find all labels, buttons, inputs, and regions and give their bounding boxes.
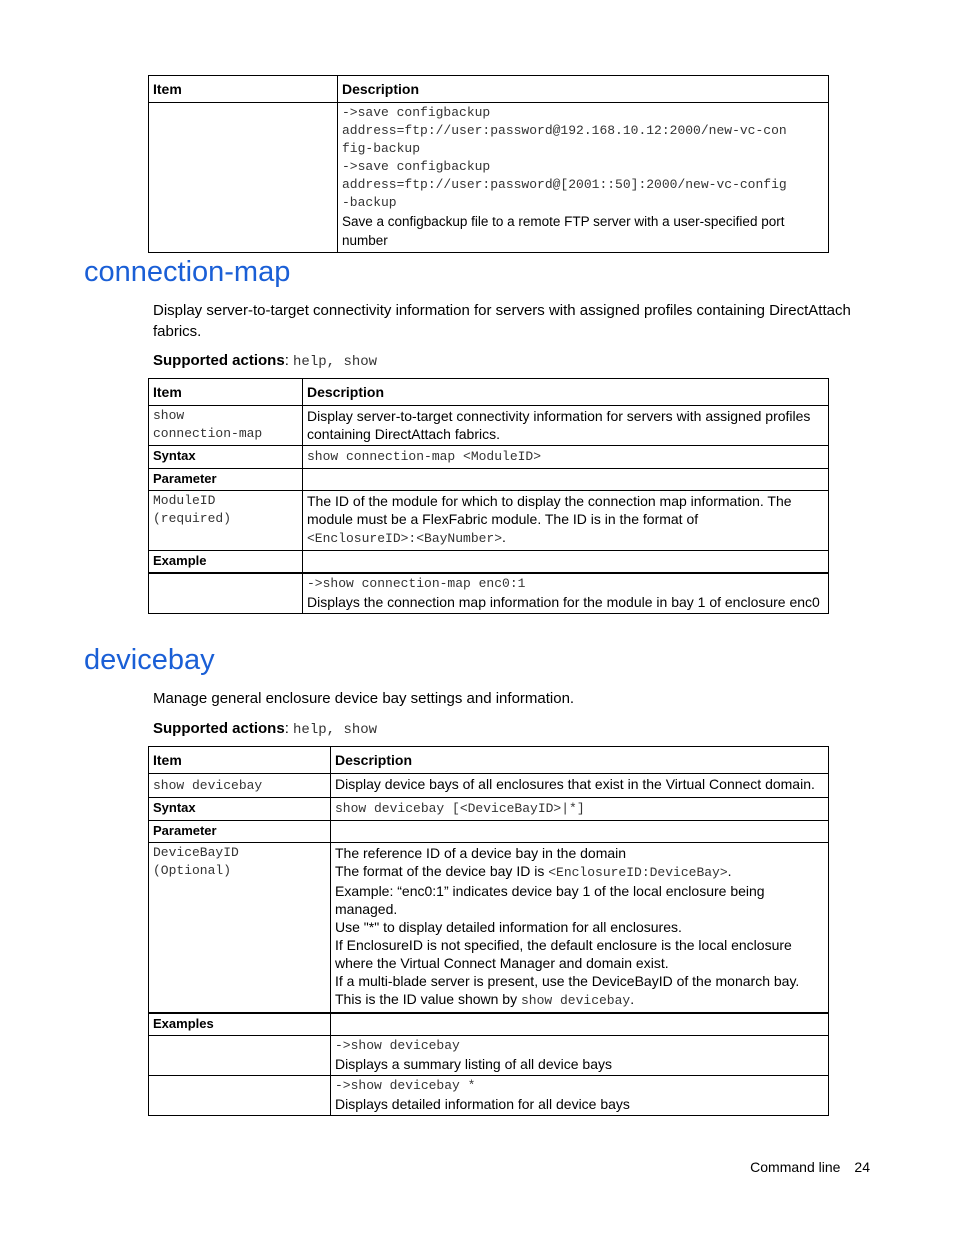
connection-map-table [148,378,829,614]
supported-actions [153,352,377,370]
example-code: ->show devicebay * [335,1078,476,1093]
empty-cell [303,551,829,574]
period: . [630,991,635,1007]
page-footer [750,1159,870,1175]
inline-command: show devicebay [520,993,631,1008]
section-intro: Display server-to-target connectivity information for servers with assigned profiles containing DirectAttach fabrics. [153,302,851,340]
param-name: DeviceBayID (Optional) [153,845,239,878]
devicebay-table [148,746,829,1116]
param-line: The reference ID of a device bay in the domain [335,845,627,861]
table-row [149,446,829,469]
example-description: Displays the connection map information for the module in bay 1 of enclosure enc0 [307,594,820,610]
empty-cell [149,1036,331,1076]
example-description: Save a configbackup file to a remote FTP server with a user-specified port number [342,214,785,248]
table-row [149,1013,829,1036]
empty-cell [331,1013,829,1036]
col-header-item: Item [149,747,331,774]
param-line: If a multi-blade server is present, use the DeviceBayID of the monarch bay. This is the ID value shown by [335,973,800,1007]
supported-actions-values: help, show [293,722,378,738]
empty-cell [331,821,829,843]
table-header-row [149,379,829,406]
syntax-cell [303,446,829,469]
param-description [303,491,829,551]
separator: : [284,720,289,737]
param-cell [149,843,331,1014]
period: . [727,863,732,879]
command-cell [149,774,331,798]
examples-label: Examples [149,1013,331,1036]
table-row [149,573,829,614]
param-cell [149,491,303,551]
table-row [149,491,829,551]
parameter-label: Parameter [149,469,303,491]
section-title-devicebay: devicebay [84,644,215,676]
supported-actions-label: Supported actions [153,720,285,737]
table-row [149,843,829,1014]
table-row [149,798,829,821]
section-title-connection-map: connection-map [84,256,291,288]
table-row [149,1076,829,1116]
supported-actions-values: help, show [293,354,378,370]
param-desc-text: The ID of the module for which to display the connection map information. The module must be a FlexFabric module. The ID is in the format of [307,493,792,527]
syntax-value: show devicebay [<DeviceBayID>|*] [335,801,585,816]
param-format-code: <EnclosureID:DeviceBay> [548,865,728,880]
col-header-description: Description [338,76,829,103]
parameter-label: Parameter [149,821,331,843]
syntax-label: Syntax [149,798,331,821]
table-header-row [149,747,829,774]
syntax-cell [331,798,829,821]
code-example: ->save configbackup address=ftp://user:password@192.168.10.12:2000/new-vc-con fig-backup ->save configbackup address=ftp://user:password@[2001::50]:2000/new-vc-config -backup [342,105,787,210]
command-cell [149,406,303,446]
page-number: 24 [854,1159,870,1175]
table-header-row [149,76,829,103]
example-cell [331,1036,829,1076]
example-cell [331,1076,829,1116]
syntax-value: show connection-map <ModuleID> [307,449,542,464]
param-name: ModuleID (required) [153,493,232,526]
section-intro: Manage general enclosure device bay settings and information. [153,690,575,707]
table-row [149,469,829,491]
example-description: Displays detailed information for all device bays [335,1096,630,1112]
period: . [502,529,506,545]
supported-actions-label: Supported actions [153,352,285,369]
table-row [149,821,829,843]
command-description: Display server-to-target connectivity information for servers with assigned profiles containing DirectAttach fabrics. [303,406,829,446]
col-header-item: Item [149,379,303,406]
col-header-description: Description [303,379,829,406]
empty-cell [149,573,303,614]
table-row [149,103,829,253]
footer-section: Command line [750,1159,841,1175]
param-line: The format of the device bay ID is [335,863,549,879]
param-line: If EnclosureID is not specified, the default enclosure is the local enclosure where the Virtual Connect Manager and domain exist. [335,937,792,971]
example-description: Displays a summary listing of all device bays [335,1056,612,1072]
example-code: ->show connection-map enc0:1 [307,576,526,591]
empty-cell [303,469,829,491]
param-line: Use "*" to display detailed information for all enclosures. [335,919,682,935]
syntax-label: Syntax [149,446,303,469]
col-header-description: Description [331,747,829,774]
empty-cell [149,1076,331,1116]
command-description: Display device bays of all enclosures that exist in the Virtual Connect domain. [331,774,829,798]
table-row [149,1036,829,1076]
table-row [149,551,829,574]
example-cell [303,573,829,614]
table-row [149,774,829,798]
configbackup-table [148,75,829,253]
col-header-item: Item [149,76,338,103]
command-name: show connection-map [153,408,263,441]
param-format-code: <EnclosureID>:<BayNumber> [307,531,503,546]
separator: : [284,352,289,369]
param-description [331,843,829,1014]
supported-actions [153,720,377,738]
table-row [149,406,829,446]
example-code: ->show devicebay [335,1038,460,1053]
command-name: show devicebay [153,778,263,793]
description-cell [338,103,829,253]
param-line: Example: “enc0:1” indicates device bay 1 of the local enclosure being managed. [335,883,765,917]
empty-item-cell [149,103,338,253]
example-label: Example [149,551,303,574]
